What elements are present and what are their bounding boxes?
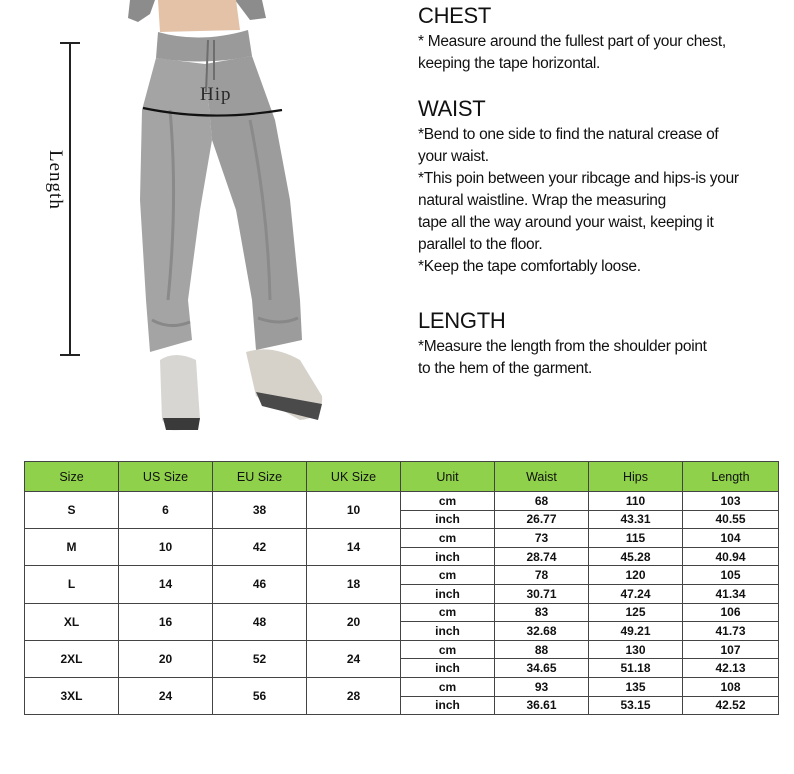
hips-cell: 130 bbox=[589, 640, 683, 659]
waist-text-line: natural waistline. Wrap the measuring bbox=[418, 192, 666, 209]
length-cell: 107 bbox=[683, 640, 779, 659]
header-size: Size bbox=[25, 462, 119, 492]
uk-size-cell: 14 bbox=[307, 529, 401, 566]
waist-cell: 68 bbox=[495, 492, 589, 511]
pants-illustration bbox=[0, 0, 400, 440]
waist-cell: 30.71 bbox=[495, 584, 589, 603]
size-cell: XL bbox=[25, 603, 119, 640]
waist-cell: 83 bbox=[495, 603, 589, 622]
hips-cell: 110 bbox=[589, 492, 683, 511]
us-size-cell: 20 bbox=[119, 640, 213, 677]
waist-text-line: tape all the way around your waist, keeping it bbox=[418, 214, 714, 231]
hip-label: Hip bbox=[200, 84, 232, 105]
header-uk-size: UK Size bbox=[307, 462, 401, 492]
eu-size-cell: 42 bbox=[213, 529, 307, 566]
waist-cell: 28.74 bbox=[495, 547, 589, 566]
uk-size-cell: 18 bbox=[307, 566, 401, 603]
waist-cell: 88 bbox=[495, 640, 589, 659]
waist-title: WAIST bbox=[418, 96, 486, 121]
unit-cell: cm bbox=[401, 492, 495, 511]
length-cell: 40.94 bbox=[683, 547, 779, 566]
table-header-row bbox=[25, 462, 779, 492]
header-us-size: US Size bbox=[119, 462, 213, 492]
hips-cell: 53.15 bbox=[589, 696, 683, 715]
hips-cell: 135 bbox=[589, 677, 683, 696]
header-eu-size: EU Size bbox=[213, 462, 307, 492]
unit-cell: inch bbox=[401, 659, 495, 678]
us-size-cell: 14 bbox=[119, 566, 213, 603]
eu-size-cell: 46 bbox=[213, 566, 307, 603]
length-cell: 41.34 bbox=[683, 584, 779, 603]
table-row bbox=[25, 492, 779, 511]
eu-size-cell: 48 bbox=[213, 603, 307, 640]
waist-text-line: parallel to the floor. bbox=[418, 236, 543, 253]
waist-section bbox=[418, 96, 739, 278]
unit-cell: inch bbox=[401, 584, 495, 603]
eu-size-cell: 56 bbox=[213, 677, 307, 714]
table-row bbox=[25, 566, 779, 585]
uk-size-cell: 20 bbox=[307, 603, 401, 640]
table-row bbox=[25, 603, 779, 622]
chest-text-line: keeping the tape horizontal. bbox=[418, 55, 601, 72]
hips-cell: 49.21 bbox=[589, 622, 683, 641]
hips-cell: 43.31 bbox=[589, 510, 683, 529]
header-unit: Unit bbox=[401, 462, 495, 492]
hips-cell: 125 bbox=[589, 603, 683, 622]
length-cell: 42.52 bbox=[683, 696, 779, 715]
unit-cell: cm bbox=[401, 566, 495, 585]
us-size-cell: 6 bbox=[119, 492, 213, 529]
waist-text-line: *This poin between your ribcage and hips-is your bbox=[418, 170, 739, 187]
length-cell: 103 bbox=[683, 492, 779, 511]
us-size-cell: 24 bbox=[119, 677, 213, 714]
uk-size-cell: 28 bbox=[307, 677, 401, 714]
size-cell: M bbox=[25, 529, 119, 566]
us-size-cell: 16 bbox=[119, 603, 213, 640]
length-label: Length bbox=[45, 150, 66, 210]
table-row bbox=[25, 529, 779, 548]
length-cell: 106 bbox=[683, 603, 779, 622]
chest-section bbox=[418, 3, 726, 75]
waist-cell: 36.61 bbox=[495, 696, 589, 715]
uk-size-cell: 24 bbox=[307, 640, 401, 677]
length-cell: 108 bbox=[683, 677, 779, 696]
waist-cell: 32.68 bbox=[495, 622, 589, 641]
length-cell: 42.13 bbox=[683, 659, 779, 678]
chest-title: CHEST bbox=[418, 3, 492, 28]
waist-cell: 78 bbox=[495, 566, 589, 585]
waist-text-line: your waist. bbox=[418, 148, 489, 165]
unit-cell: cm bbox=[401, 640, 495, 659]
waist-cell: 26.77 bbox=[495, 510, 589, 529]
waist-cell: 34.65 bbox=[495, 659, 589, 678]
header-length: Length bbox=[683, 462, 779, 492]
unit-cell: inch bbox=[401, 547, 495, 566]
waist-cell: 73 bbox=[495, 529, 589, 548]
size-chart-table bbox=[24, 461, 779, 715]
us-size-cell: 10 bbox=[119, 529, 213, 566]
hips-cell: 45.28 bbox=[589, 547, 683, 566]
length-text-line: to the hem of the garment. bbox=[418, 360, 592, 377]
waist-text-line: *Keep the tape comfortably loose. bbox=[418, 258, 641, 275]
size-cell: 2XL bbox=[25, 640, 119, 677]
eu-size-cell: 52 bbox=[213, 640, 307, 677]
length-cell: 41.73 bbox=[683, 622, 779, 641]
unit-cell: inch bbox=[401, 622, 495, 641]
unit-cell: cm bbox=[401, 677, 495, 696]
size-cell: 3XL bbox=[25, 677, 119, 714]
table-row bbox=[25, 677, 779, 696]
header-waist: Waist bbox=[495, 462, 589, 492]
size-cell: S bbox=[25, 492, 119, 529]
unit-cell: cm bbox=[401, 529, 495, 548]
length-section bbox=[418, 308, 707, 380]
hips-cell: 120 bbox=[589, 566, 683, 585]
chest-text-line: * Measure around the fullest part of your chest, bbox=[418, 33, 726, 50]
length-cell: 105 bbox=[683, 566, 779, 585]
eu-size-cell: 38 bbox=[213, 492, 307, 529]
length-cell: 40.55 bbox=[683, 510, 779, 529]
size-cell: L bbox=[25, 566, 119, 603]
hips-cell: 115 bbox=[589, 529, 683, 548]
waist-cell: 93 bbox=[495, 677, 589, 696]
length-text-line: *Measure the length from the shoulder point bbox=[418, 338, 707, 355]
unit-cell: cm bbox=[401, 603, 495, 622]
waist-text-line: *Bend to one side to find the natural crease of bbox=[418, 126, 719, 143]
hips-cell: 47.24 bbox=[589, 584, 683, 603]
length-title: LENGTH bbox=[418, 308, 506, 333]
hips-cell: 51.18 bbox=[589, 659, 683, 678]
table-row bbox=[25, 640, 779, 659]
length-cell: 104 bbox=[683, 529, 779, 548]
uk-size-cell: 10 bbox=[307, 492, 401, 529]
unit-cell: inch bbox=[401, 510, 495, 529]
unit-cell: inch bbox=[401, 696, 495, 715]
header-hips: Hips bbox=[589, 462, 683, 492]
